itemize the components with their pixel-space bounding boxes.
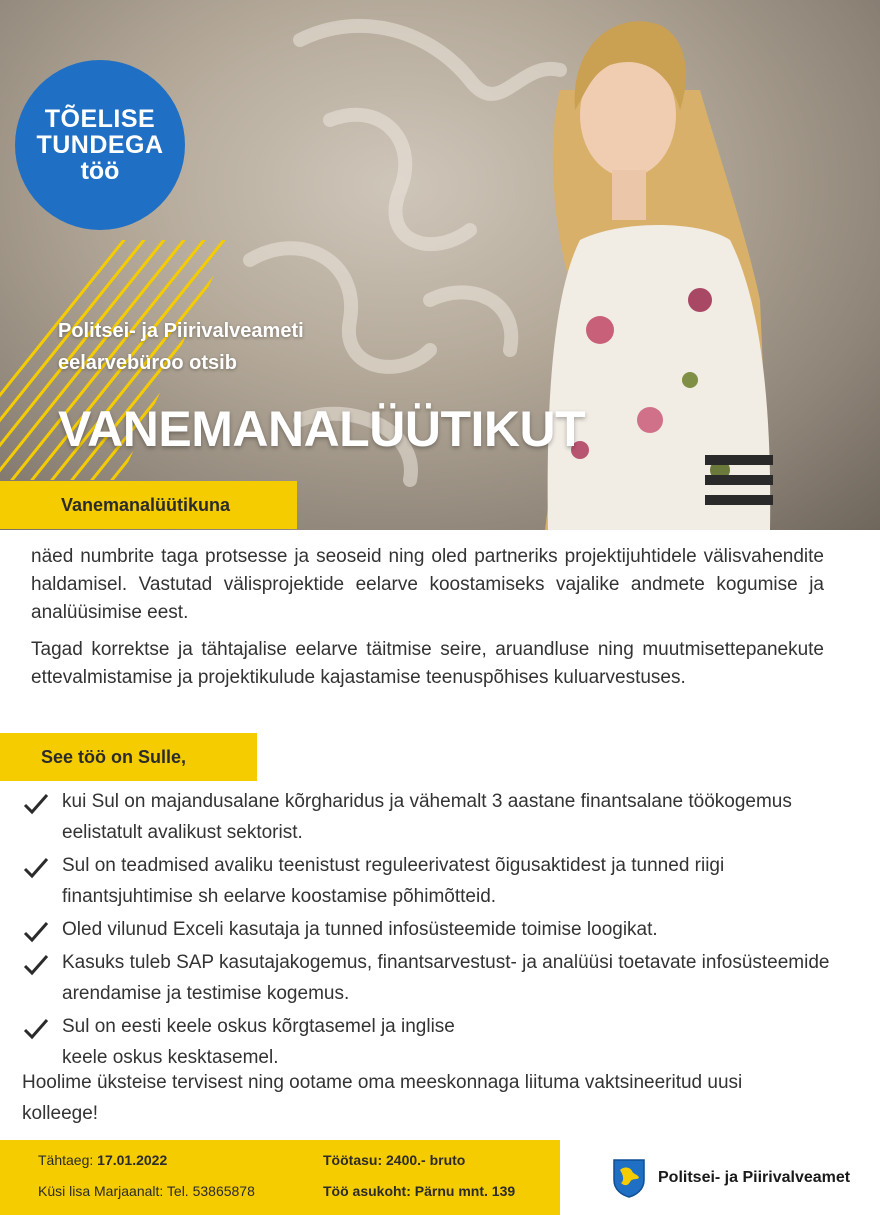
checkmark-icon bbox=[22, 854, 50, 882]
checkmark-icon bbox=[22, 918, 50, 946]
checkmark-icon bbox=[22, 790, 50, 818]
hero-banner bbox=[0, 0, 880, 530]
contact-info: Küsi lisa Marjaanalt: Tel. 53865878 bbox=[38, 1183, 255, 1199]
list-item-text: Oled vilunud Exceli kasutaja ja tunned infosüsteemide toimise loogikat. bbox=[62, 919, 658, 940]
footer-info-bar bbox=[0, 1140, 560, 1215]
hero-org-line-2: eelarvebüroo otsib bbox=[58, 352, 237, 374]
list-item-text: Sul on eesti keele oskus kõrgtasemel ja inglise keele oskus kesktasemel. bbox=[62, 1016, 455, 1068]
requirements-list bbox=[22, 786, 842, 1075]
job-title: VANEMANALÜÜTIKUT bbox=[58, 401, 586, 457]
list-item-text: kui Sul on majandusalane kõrgharidus ja vähemalt 3 aastane finantsalane töökogemus eelistatult avalikust sektorist. bbox=[62, 791, 792, 843]
hero-org-text bbox=[58, 315, 304, 379]
badge-line-1: TÕELISE bbox=[44, 104, 156, 133]
closing-text: Hoolime üksteise tervisest ning ootame oma meeskonnaga liituma vaktsineeritud uusi kolleege! bbox=[22, 1072, 743, 1124]
badge-line-3: töö bbox=[80, 157, 120, 186]
checkmark-icon bbox=[22, 1015, 50, 1043]
logo-text: Politsei- ja Piirivalveamet bbox=[658, 1169, 851, 1186]
deadline bbox=[38, 1152, 167, 1168]
badge-line-2: TUNDEGA bbox=[36, 130, 164, 159]
list-item bbox=[22, 850, 842, 912]
organization-logo bbox=[612, 1158, 850, 1198]
hero-org-line-1: Politsei- ja Piirivalveameti bbox=[58, 320, 304, 342]
list-item bbox=[22, 947, 842, 1009]
list-item-text: Kasuks tuleb SAP kasutajakogemus, finantsarvestust- ja analüüsi toetavate infosüsteemide arendamise ja testimise kogemus. bbox=[62, 952, 830, 1004]
role-description-2: Tagad korrektse ja tähtajalise eelarve täitmise seire, aruandluse ning muutmisettepanekute ettevalmistamise ja projektikulude kajastamise teenuspõhises kuluarvestuses. bbox=[31, 639, 824, 688]
deadline-label: Tähtaeg: bbox=[38, 1152, 98, 1168]
checkmark-icon bbox=[22, 951, 50, 979]
salary-info: Töötasu: 2400.- bruto bbox=[323, 1152, 466, 1168]
section-tag-requirements: See töö on Sulle, bbox=[0, 733, 257, 781]
police-crest-icon bbox=[612, 1158, 646, 1198]
list-item-text: Sul on teadmised avaliku teenistust reguleerivatest õigusaktidest ja tunned riigi finantsjuhtimise sh eelarve koostamise põhimõtteid. bbox=[62, 855, 725, 907]
section-tag-role: Vanemanalüütikuna bbox=[0, 481, 297, 529]
list-item bbox=[22, 914, 842, 945]
slogan-badge bbox=[15, 60, 185, 230]
list-item bbox=[22, 786, 842, 848]
role-description-1: näed numbrite taga protsesse ja seoseid ning oled partneriks projektijuhtidele välisvahendite haldamisel. Vastutad välisprojektide eelarve koostamiseks vajalike andmete kogumise ja analüüsimise eest. bbox=[31, 546, 824, 623]
list-item bbox=[22, 1011, 502, 1073]
deadline-value: 17.01.2022 bbox=[97, 1152, 168, 1168]
location-info: Töö asukoht: Pärnu mnt. 139 bbox=[323, 1183, 516, 1199]
